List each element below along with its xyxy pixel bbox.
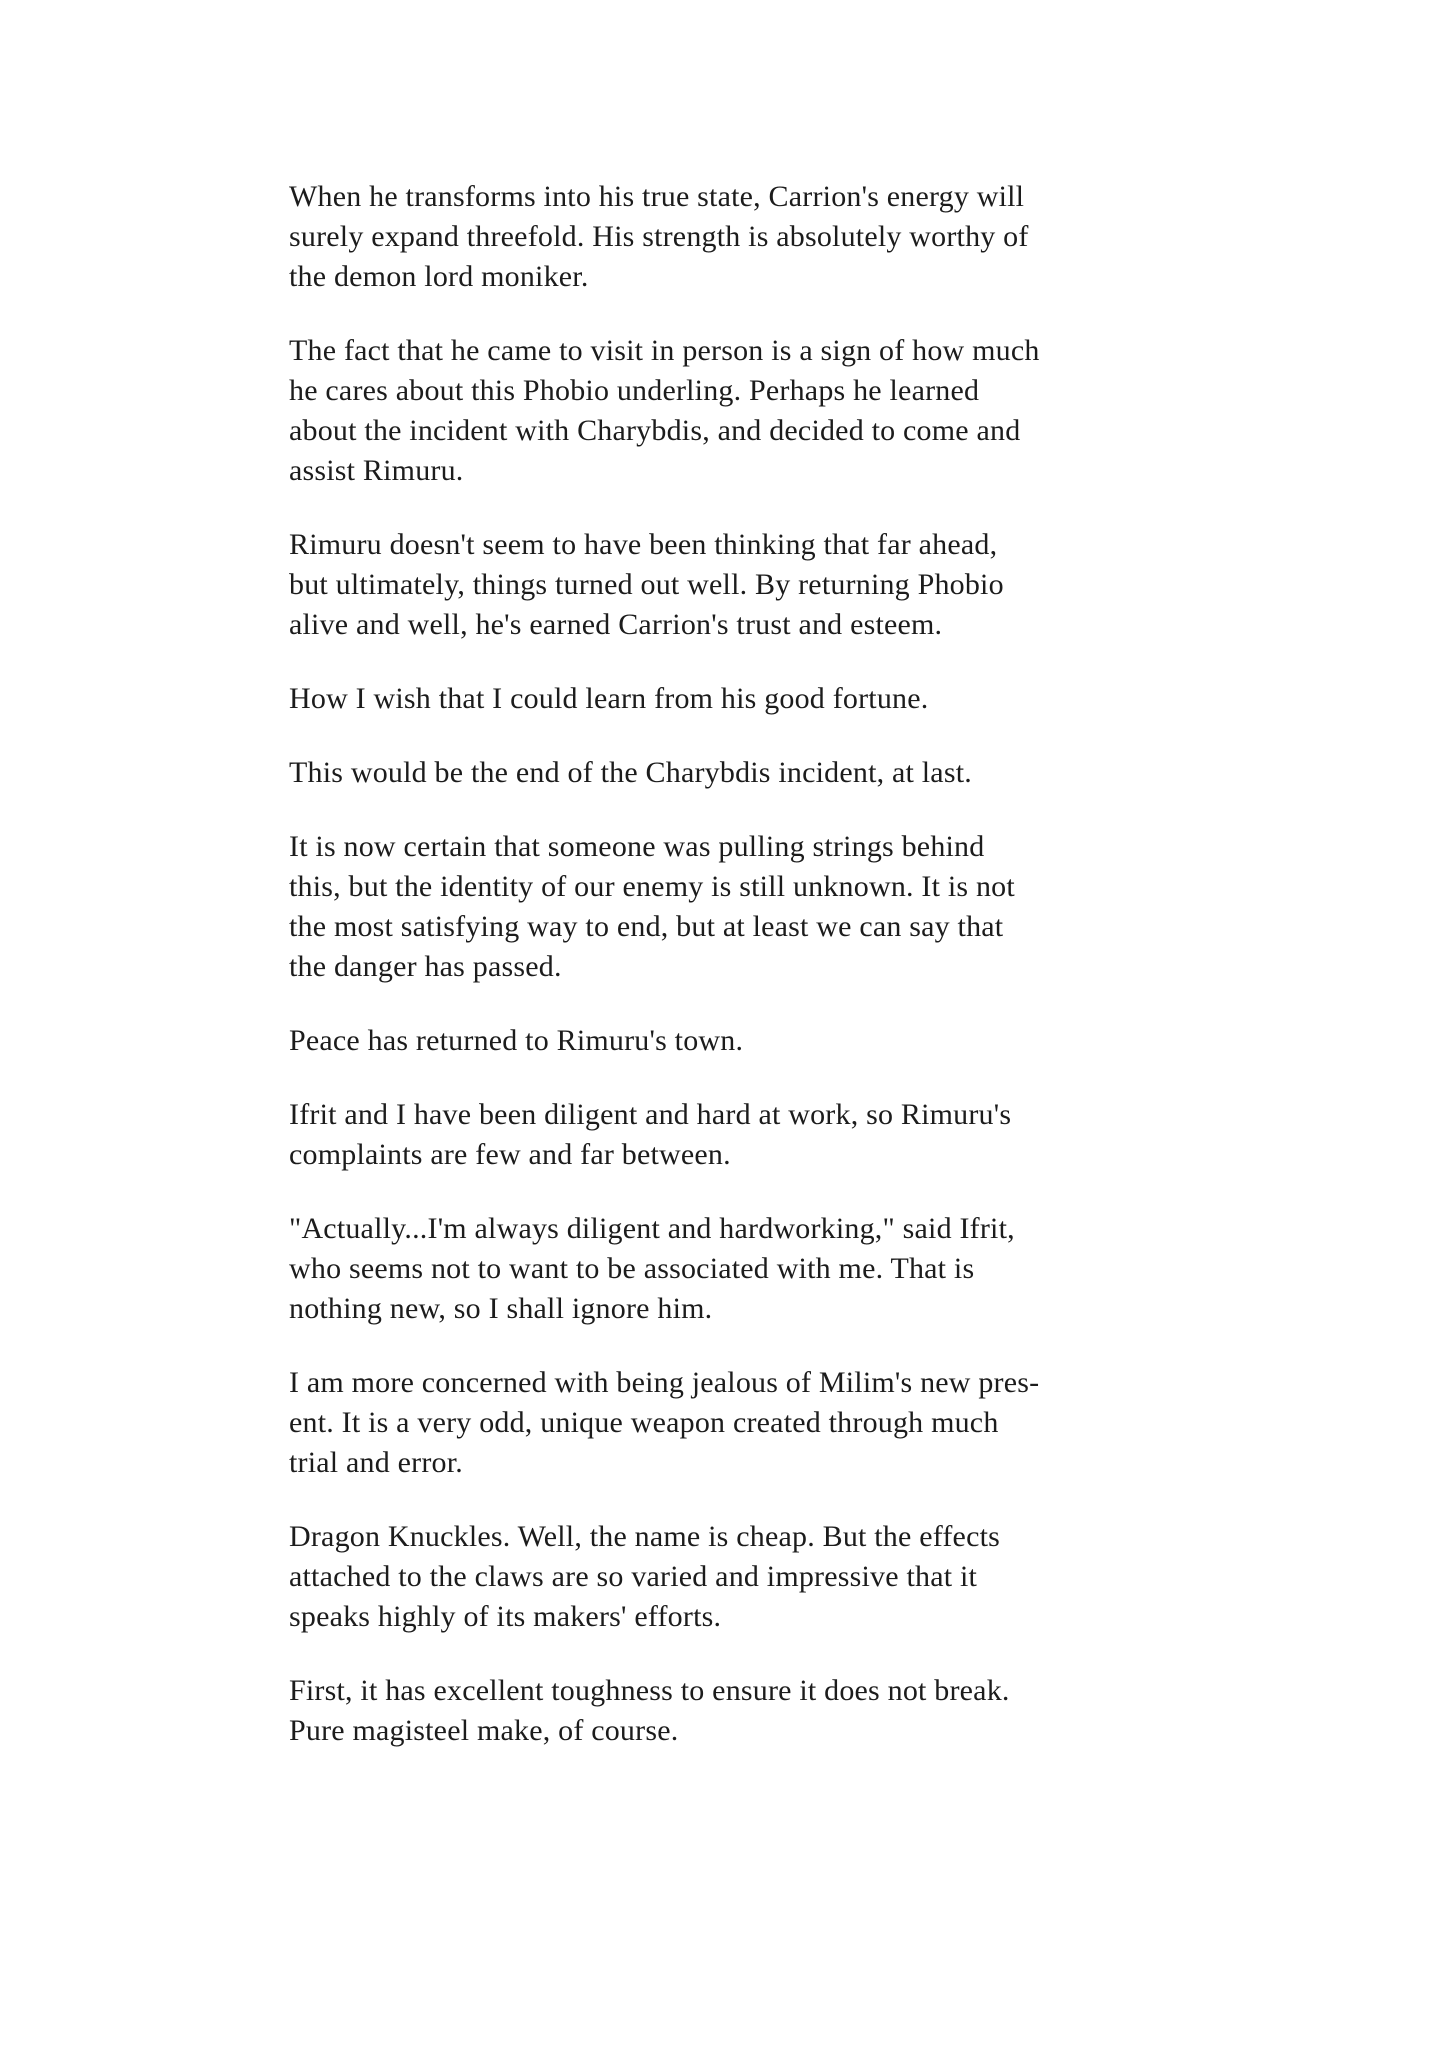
paragraph-4: How I wish that I could learn from his good fortune. (289, 682, 929, 715)
paragraph-2: The fact that he came to visit in person is a sign of how much he cares about this Phobio underling. Perhaps he learned about the incident with Charybdis, and decided to come and assist Rimuru. (289, 334, 1040, 487)
paragraph-8: Ifrit and I have been diligent and hard at work, so Rimuru's complaints are few and far between. (289, 1098, 1012, 1171)
paragraph-5: This would be the end of the Charybdis incident, at last. (289, 756, 972, 789)
paragraph-1: When he transforms into his true state, Carrion's energy will surely expand threefold. His strength is absolutely worthy of the demon lord moniker. (289, 180, 1029, 293)
paragraph-12: First, it has excellent toughness to ensure it does not break. Pure magisteel make, of course. (289, 1674, 1010, 1747)
paragraph-3: Rimuru doesn't seem to have been thinking that far ahead, but ultimately, things turned out well. By returning Phobio alive and well, he's earned Carrion's trust and esteem. (289, 528, 1004, 641)
paragraph-9: "Actually...I'm always diligent and hardworking," said Ifrit, who seems not to want to be associated with me. That is nothing new, so I shall ignore him. (289, 1212, 1015, 1325)
paragraph-6: It is now certain that someone was pulling strings behind this, but the identity of our enemy is still unknown. It is not the most satisfying way to end, but at least we can say that the danger has passed. (289, 830, 1015, 983)
page-text-block (289, 177, 1229, 1785)
paragraph-11: Dragon Knuckles. Well, the name is cheap. But the effects attached to the claws are so varied and impressive that it speaks highly of its makers' efforts. (289, 1520, 1000, 1633)
paragraph-10: I am more concerned with being jealous of Milim's new pres- ent. It is a very odd, unique weapon created through much trial and error. (289, 1366, 1040, 1479)
paragraph-7: Peace has returned to Rimuru's town. (289, 1024, 744, 1057)
